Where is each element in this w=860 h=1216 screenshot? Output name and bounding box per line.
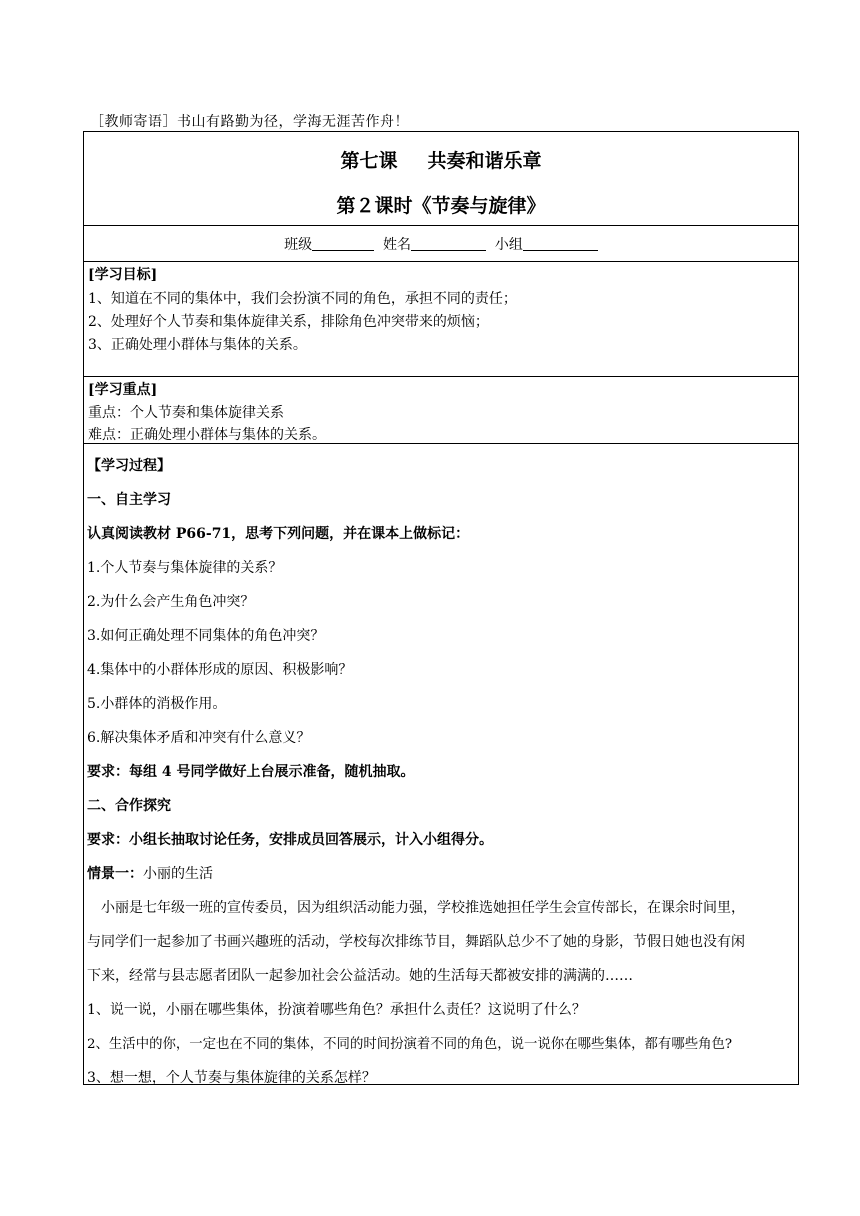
section-cooperation: 二、合作探究: [87, 798, 171, 814]
key-points-heading: [学习重点]: [88, 382, 158, 398]
class-field[interactable]: [312, 236, 374, 251]
group-label: 小组: [494, 237, 523, 253]
lesson-name: 共奏和谐乐章: [427, 150, 542, 172]
lesson-number: 第七课: [340, 150, 398, 172]
name-field[interactable]: [411, 236, 486, 251]
scene-text-line: 下来，经常与县志愿者团队一起参加社会公益活动。她的生活每天都被安排的满满的……: [87, 968, 633, 984]
key-point-item: 难点：正确处理小群体与集体的关系。: [88, 427, 326, 443]
scene-text-line: 与同学们一起参加了书画兴趣班的活动，学校每次排练节目，舞蹈队总少不了她的身影，节假日她也没有闲: [87, 934, 745, 950]
process-heading: 【学习过程】: [87, 458, 171, 474]
key-point-item: 重点：个人节奏和集体旋律关系: [88, 405, 284, 421]
lesson-subtitle: 第２课时《节奏与旋律》: [336, 195, 546, 217]
class-label: 班级: [284, 237, 313, 253]
name-label: 姓名: [383, 237, 411, 253]
scene-label: 情景一：: [87, 866, 143, 882]
question-item: 3.如何正确处理不同集体的角色冲突？: [87, 628, 325, 644]
section-self-study: 一、自主学习: [87, 492, 171, 508]
title-row: [84, 132, 798, 226]
group-field[interactable]: [523, 236, 598, 251]
question-item: 1.个人节奏与集体旋律的关系？: [87, 560, 283, 576]
question-item: 5.小群体的消极作用。: [87, 696, 227, 712]
teacher-motto: ［教师寄语］书山有路勤为径，学海无涯苦作舟！: [90, 114, 409, 130]
scene-text-line: 小丽是七年级一班的宣传委员，因为组织活动能力强，学校推选她担任学生会宣传部长，在课余时间里，: [87, 900, 745, 916]
task-item: 3、想一想，个人节奏与集体旋律的关系怎样？: [87, 1070, 376, 1086]
task-item: 2、生活中的你，一定也在不同的集体，不同的时间扮演着不同的角色，说一说你在哪些集体，都有哪些角色?: [87, 1037, 733, 1052]
goal-item: 3、正确处理小群体与集体的关系。: [88, 337, 307, 353]
key-points-section: [84, 376, 798, 444]
scene-heading: [87, 863, 213, 883]
task-item: 1、说一说，小丽在哪些集体，扮演着哪些角色？承担什么责任？这说明了什么？: [87, 1002, 586, 1018]
worksheet-table: [83, 131, 799, 1085]
requirement-2: 要求：小组长抽取讨论任务，安排成员回答展示，计入小组得分。: [87, 832, 493, 848]
reading-instruction: 认真阅读教材 P66-71，思考下列问题，并在课本上做标记：: [87, 526, 470, 542]
scene-title: 小丽的生活: [143, 866, 213, 882]
question-item: 4.集体中的小群体形成的原因、积极影响？: [87, 662, 353, 678]
goals-heading: [学习目标]: [88, 267, 158, 283]
lesson-title: [84, 146, 798, 173]
learning-goals-section: [84, 261, 798, 377]
goal-item: 2、处理好个人节奏和集体旋律关系，排除角色冲突带来的烦恼；: [88, 314, 489, 330]
question-item: 6.解决集体矛盾和冲突有什么意义？: [87, 730, 311, 746]
student-info-row: [84, 225, 798, 262]
goal-item: 1、知道在不同的集体中，我们会扮演不同的角色，承担不同的责任；: [88, 291, 517, 307]
requirement-1: 要求：每组 4 号同学做好上台展示准备，随机抽取。: [87, 764, 415, 780]
question-item: 2.为什么会产生角色冲突？: [87, 594, 255, 610]
